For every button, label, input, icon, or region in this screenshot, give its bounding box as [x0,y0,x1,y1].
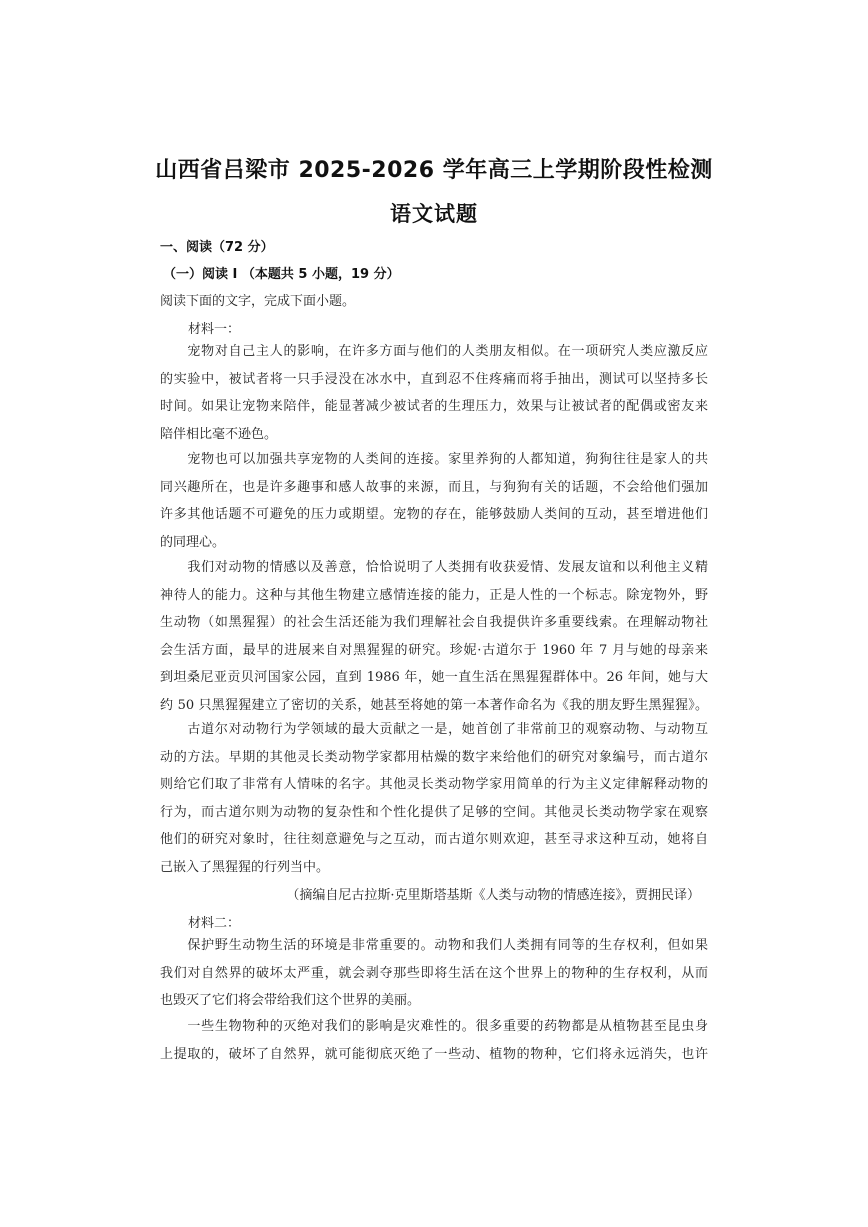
paragraph-line: 己嵌入了黑猩猩的行列当中。 [160,859,330,875]
paragraph-line: 宠物对自己主人的影响，在许多方面与他们的人类朋友相似。在一项研究人类应激反应 [160,344,708,359]
paragraph-line: 陪伴相比毫不逊色。 [160,426,278,442]
paragraph-line: 一些生物物种的灭绝对我们的影响是灾难性的。很多重要的药物都是从植物甚至昆虫身 [160,1019,708,1034]
source-citation: （摘编自尼古拉斯·克里斯塔基斯《人类与动物的情感连接》，贾拥民译） [286,888,700,903]
exam-subtitle: 语文试题 [390,202,478,226]
paragraph [160,338,708,448]
paragraph-line: 也毁灭了它们将会带给我们这个世界的美丽。 [160,993,421,1008]
paragraph-line: 的同理心。 [160,534,226,550]
paragraph-line: 我们对动物的情感以及善意，恰恰说明了人类拥有收获爱情、发展友谊和以利他主义精 [160,560,708,575]
paragraph-line: 我们对自然界的破坏太严重，就会剥夺那些即将生活在这个世界上的物种的生存权利，从而 [160,965,708,981]
paragraph-line: 古道尔对动物行为学领域的最大贡献之一是，她首创了非常前卫的观察动物、与动物互 [160,722,708,737]
paragraph [160,716,708,881]
paragraph-line: 许多其他话题不可避免的压力或期望。宠物的存在，能够鼓励人类间的互动，甚至增进他们 [160,507,708,522]
paragraph-line: 约 50 只黑猩猩建立了密切的关系，她甚至将她的第一本著作命名为《我的朋友野生黑猩猩》。 [160,697,708,713]
paragraph [160,1013,708,1068]
paragraph-line: 生动物（如黑猩猩）的社会生活还能为我们理解社会自我提供许多重要线索。在理解动物社 [160,615,708,630]
paragraph-line: 行为，而古道尔则为动物的复杂性和个性化提供了足够的空间。其他灵长类动物学家在观察 [160,804,708,820]
paragraph-line: 动的方法。早期的其他灵长类动物学家都用枯燥的数字来给他们的研究对象编号，而古道尔 [160,749,708,765]
section-heading: 一、阅读（72 分） [160,240,274,255]
paragraph [160,932,708,1015]
exam-title: 山西省吕梁市 2025-2026 学年高三上学期阶段性检测 [155,158,713,183]
paragraph-line: 同兴趣所在，也是许多趣事和感人故事的来源，而且，与狗狗有关的话题，不会给他们强加 [160,479,708,495]
paragraph-line: 他们的研究对象时，往往刻意避免与之互动，而古道尔则欢迎，甚至寻求这种互动，她将自 [160,832,708,847]
paragraph-line: 上提取的，破坏了自然界，就可能彻底灭绝了一些动、植物的物种，它们将永远消失，也许 [160,1046,708,1062]
paragraph-line: 到坦桑尼亚贡贝河国家公园，直到 1986 年，她一直生活在黑猩猩群体中。26 年间，她与大 [160,670,708,685]
reading-instruction: 阅读下面的文字，完成下面小题。 [160,294,356,309]
paragraph-line: 的实验中，被试者将一只手浸没在冰水中，直到忍不住疼痛而将手抽出，测试可以坚持多长 [160,371,708,387]
subsection-heading: （一）阅读 I （本题共 5 小题，19 分） [163,267,400,282]
paragraph-line: 时间。如果让宠物来陪伴，能显著减少被试者的生理压力，效果与让被试者的配偶或密友来 [160,399,708,414]
paragraph [160,446,708,556]
paragraph [160,554,708,719]
paragraph-line: 会生活方面，最早的进展来自对黑猩猩的研究。珍妮·古道尔于 1960 年 7 月与她的母亲来 [160,642,708,658]
paragraph-line: 宠物也可以加强共享宠物的人类间的连接。家里养狗的人都知道，狗狗往往是家人的共 [160,452,708,467]
paragraph-line: 保护野生动物生活的环境是非常重要的。动物和我们人类拥有同等的生存权利，但如果 [160,938,708,953]
material-2-label: 材料二： [188,916,241,931]
material-1-label: 材料一： [188,322,241,337]
paragraph-line: 则给它们取了非常有人情味的名字。其他灵长类动物学家用简单的行为主义定律解释动物的 [160,777,708,792]
paragraph-line: 神待人的能力。这种与其他生物建立感情连接的能力，正是人性的一个标志。除宠物外，野 [160,587,708,603]
